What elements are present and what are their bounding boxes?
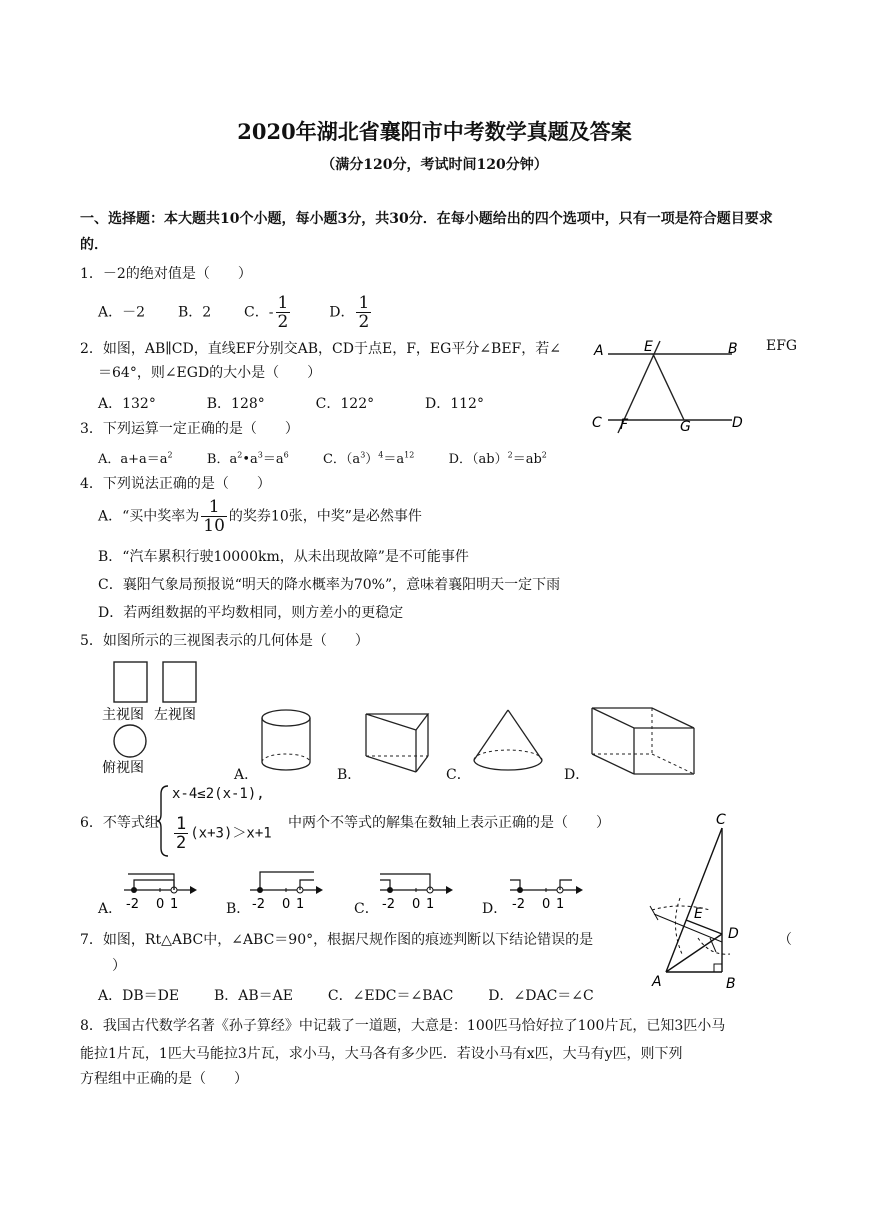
q2-option-c: C．122° (315, 396, 375, 412)
q6-option-b-numberline (246, 866, 324, 914)
q5-prism-figure (360, 708, 435, 778)
svg-text:1: 1 (426, 897, 435, 912)
q2-label-c: C (592, 415, 602, 431)
q5-top-label: 俯视图 (102, 760, 144, 776)
q5-three-views-figure (96, 656, 216, 780)
q2-line2: ＝64°，则∠EGD的大小是（ ） (98, 365, 322, 381)
q5-cone-figure (468, 706, 548, 776)
q6-suffix: 中两个不等式的解集在数轴上表示正确的是（ ） (288, 815, 610, 831)
q5-top-view-circle (114, 725, 146, 757)
q5-option-d: D． (564, 767, 590, 783)
q3-option-a: A．$a+a=a^2$ (98, 450, 173, 467)
q3-options (98, 448, 547, 467)
q2-option-b: B．128° (206, 396, 265, 412)
q5-front-label: 主视图 (102, 707, 144, 723)
q4-option-a: A．“买中奖率为 $\frac{1}{10}$ 的奖券10张，中奖”是必然事件 (98, 497, 422, 536)
svg-text:1: 1 (170, 897, 179, 912)
q2-label-b: B (728, 341, 738, 357)
q2-label-d: D (732, 415, 743, 431)
q6-fraction: $\frac{1}{2}$ (176, 814, 187, 853)
svg-text:-2: -2 (382, 897, 395, 912)
q2-line1: 2．如图，AB∥CD，直线EF分别交AB，CD于点E，F，EG平分∠BEF，若∠ (80, 341, 561, 357)
q5-cylinder-figure (258, 706, 318, 776)
svg-text:1: 1 (296, 897, 305, 912)
svg-text:0: 0 (282, 897, 291, 912)
q5-front-view-rect (114, 662, 147, 702)
svg-text:-2: -2 (252, 897, 265, 912)
q1-option-d-fraction: $\frac{1}{2}$ (358, 293, 370, 332)
q1-option-a: A．－2 (98, 304, 146, 321)
q8-line1: 8．我国古代数学名著《孙子算经》中记载了一道题，大意是：100匹马恰好拉了100片瓦，已知3匹小马 (80, 1018, 726, 1034)
q6-option-c-label: C． (354, 901, 379, 917)
svg-text:-2: -2 (126, 897, 139, 912)
q6-option-a-numberline (120, 866, 198, 914)
q1-option-d: D． (329, 304, 355, 321)
q7-label-e: E (694, 906, 703, 922)
q5-option-b: B． (337, 767, 362, 783)
q2-option-d: D．112° (425, 396, 484, 412)
q5-stem: 5．如图所示的三视图表示的几何体是（ ） (80, 633, 369, 649)
svg-text:0: 0 (542, 897, 551, 912)
q6-inequality-1: x-4≤2(x-1), (172, 786, 265, 802)
q7-paren-open: （ (778, 932, 792, 948)
q6-option-d-label: D． (482, 901, 508, 917)
q6-option-b-label: B． (226, 901, 251, 917)
q4-stem: 4．下列说法正确的是（ ） (80, 476, 271, 492)
q3-option-c: C．$(a^3)^4=a^{12}$ (322, 450, 415, 467)
q6-brace (156, 784, 170, 858)
svg-text:1: 1 (556, 897, 565, 912)
q1-option-c: C．- (244, 304, 274, 321)
q7-option-b: B．AB＝AE (213, 988, 294, 1004)
q7-line1: 7．如图，Rt△ABC中，∠ABC＝90°，根据尺规作图的痕迹判断以下结论错误的是 (80, 932, 594, 948)
q7-option-d: D．∠DAC＝∠C (488, 988, 594, 1004)
page-title: 2020年湖北省襄阳市中考数学真题及答案 (237, 119, 632, 144)
svg-text:0: 0 (156, 897, 165, 912)
q2-label-e: E (644, 339, 653, 355)
q4-option-d: D．若两组数据的平均数相同，则方差小的更稳定 (98, 605, 404, 621)
q3-stem: 3．下列运算一定正确的是（ ） (80, 421, 299, 437)
q7-option-a: A．DB＝DE (98, 988, 180, 1004)
q7-paren-close: ） (112, 958, 126, 974)
q8-line2: 能拉1片瓦，1匹大马能拉3片瓦，求小马，大马各有多少匹．若设小马有x匹，大马有y匹，则下列 (80, 1046, 683, 1062)
q2-parallel-lines-figure (590, 335, 770, 435)
q5-left-label: 左视图 (154, 707, 196, 723)
q7-option-c: C．∠EDC＝∠BAC (327, 988, 454, 1004)
q2-label-a: A (594, 343, 604, 359)
q1-stem: 1．－2的绝对值是（ ） (80, 266, 252, 282)
q5-option-c: C． (446, 767, 471, 783)
q6-inequality-2: $\frac{1}{2}$ (x+3)＞x+1 (176, 814, 272, 853)
q6-option-a-label: A． (98, 901, 123, 917)
q7-label-c: C (716, 812, 726, 828)
q1-options (98, 294, 373, 331)
page-subtitle: （满分120分，考试时间120分钟） (321, 157, 548, 173)
q1-option-b: B．2 (177, 304, 212, 321)
q7-label-d: D (728, 926, 739, 942)
q2-label-f: F (620, 417, 629, 433)
svg-text:0: 0 (412, 897, 421, 912)
q7-label-a: A (652, 974, 662, 990)
q2-options (98, 393, 484, 413)
svg-text:-2: -2 (512, 897, 525, 912)
section-heading: 一、选择题：本大题共10个小题，每小题3分，共30分．在每小题给出的四个选项中，只有一项是符合题目要求的． (80, 211, 773, 253)
q6-prefix: 6．不等式组 (80, 815, 159, 831)
q7-label-b: B (726, 976, 736, 992)
q4-fraction: $\frac{1}{10}$ (203, 497, 225, 536)
q7-construction-figure (640, 806, 750, 992)
q2-label-g: G (680, 419, 691, 435)
q5-left-view-rect (163, 662, 196, 702)
q5-cuboid-figure (588, 704, 700, 780)
q8-line3: 方程组中正确的是（ ） (80, 1071, 248, 1087)
q1-option-c-fraction: $\frac{1}{2}$ (277, 293, 289, 332)
q2-line1-tail: EFG (766, 338, 798, 354)
q5-option-a: A． (234, 767, 259, 783)
q3-option-d: D．$(ab)^2=ab^2$ (448, 450, 547, 467)
q7-options (98, 985, 594, 1005)
q6-option-c-numberline (376, 866, 454, 914)
q6-option-d-numberline (506, 866, 584, 914)
q3-option-b: B．$a^2•a^3=a^6$ (206, 450, 289, 467)
q2-option-a: A．132° (98, 396, 156, 412)
q4-option-b: B．“汽车累积行驶10000km，从未出现故障”是不可能事件 (98, 549, 469, 565)
q4-option-c: C．襄阳气象局预报说“明天的降水概率为70%”，意味着襄阳明天一定下雨 (98, 577, 561, 593)
